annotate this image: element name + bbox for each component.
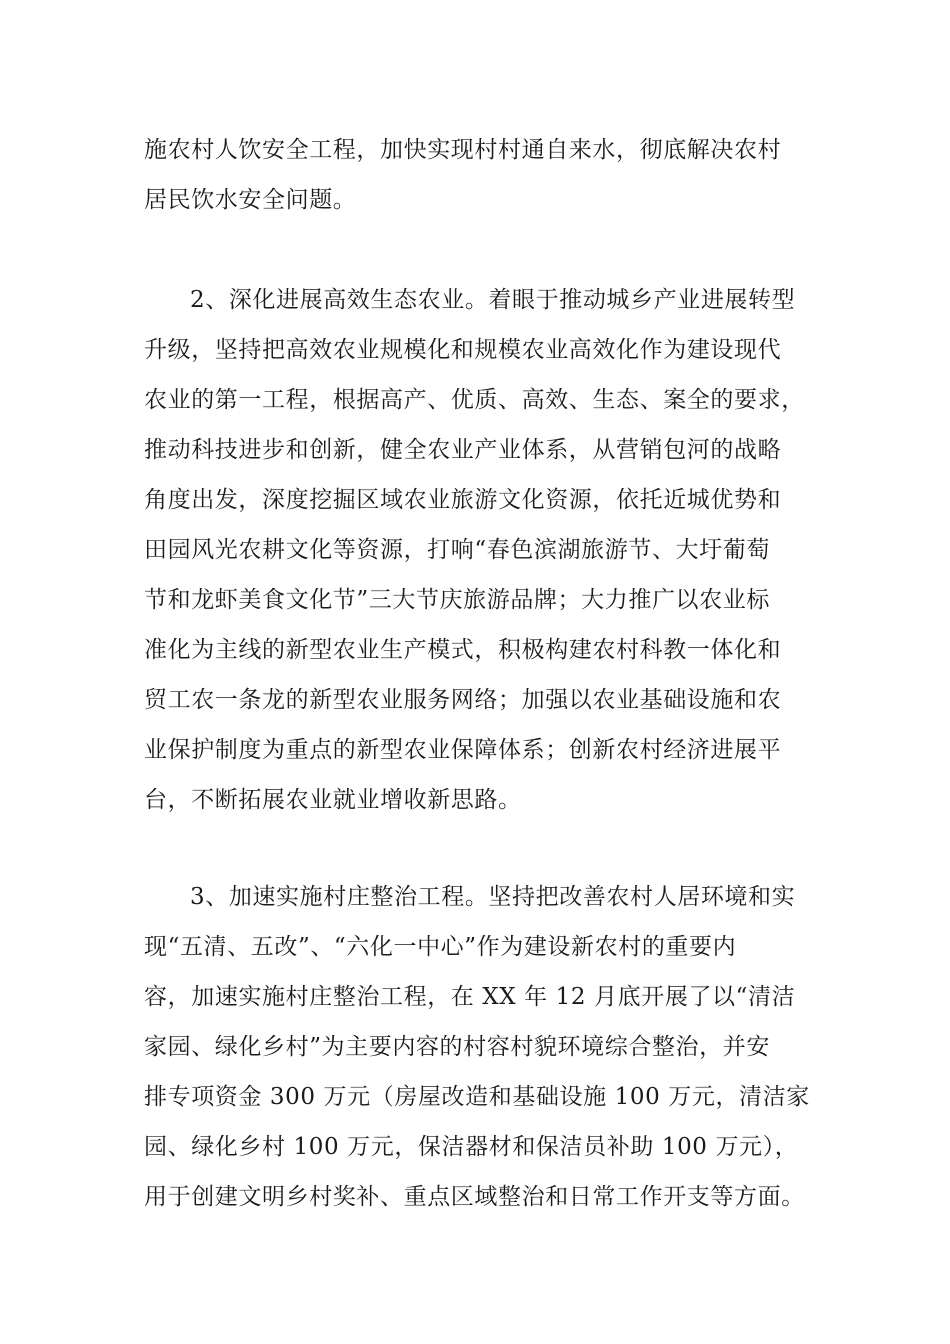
paragraph-2-line-10: 业保护制度为重点的新型农业保障体系；创新农村经济进展平 xyxy=(144,737,782,763)
paragraph-2-line-5: 角度出发，深度挖掘区域农业旅游文化资源，依托近城优势和 xyxy=(144,487,782,513)
paragraph-1-line-2: 居民饮水安全问题。 xyxy=(144,187,357,213)
paragraph-1-line-1: 施农村人饮安全工程，加快实现村村通自来水，彻底解决农村 xyxy=(144,137,782,163)
paragraph-2-line-8: 准化为主线的新型农业生产模式，积极构建农村科教一体化和 xyxy=(144,637,782,663)
paragraph-3-line-1: 3、加速实施村庄整治工程。坚持把改善农村人居环境和实 xyxy=(190,884,796,910)
paragraph-2-line-4: 推动科技进步和创新，健全农业产业体系，从营销包河的战略 xyxy=(144,437,782,463)
paragraph-2-line-3: 农业的第一工程，根据高产、优质、高效、生态、案全的要求， xyxy=(144,387,805,413)
paragraph-2-line-1: 2、深化进展高效生态农业。着眼于推动城乡产业进展转型 xyxy=(190,287,796,313)
paragraph-3-line-5: 排专项资金 300 万元（房屋改造和基础设施 100 万元，清洁家 xyxy=(144,1084,810,1110)
paragraph-3-line-3: 容，加速实施村庄整治工程，在 XX 年 12 月底开展了以“清洁 xyxy=(144,984,796,1010)
paragraph-2-line-9: 贸工农一条龙的新型农业服务网络；加强以农业基础设施和农 xyxy=(144,687,782,713)
paragraph-3-line-2: 现“五清、五改”、“六化一中心”作为建设新农村的重要内 xyxy=(144,934,737,960)
paragraph-2-line-7: 节和龙虾美食文化节”三大节庆旅游品牌；大力推广以农业标 xyxy=(144,587,770,613)
paragraph-2-line-11: 台，不断拓展农业就业增收新思路。 xyxy=(144,787,522,813)
paragraph-2-line-2: 升级，坚持把高效农业规模化和规模农业高效化作为建设现代 xyxy=(144,337,782,363)
paragraph-3-line-6: 园、绿化乡村 100 万元，保洁器材和保洁员补助 100 万元）， xyxy=(144,1134,799,1160)
paragraph-3-line-7: 用于创建文明乡村奖补、重点区域整治和日常工作开支等方面。 xyxy=(144,1184,805,1210)
paragraph-3-line-4: 家园、绿化乡村”为主要内容的村容村貌环境综合整治，并安 xyxy=(144,1034,770,1060)
paragraph-2-line-6: 田园风光农耕文化等资源，打响“春色滨湖旅游节、大圩葡萄 xyxy=(144,537,770,563)
